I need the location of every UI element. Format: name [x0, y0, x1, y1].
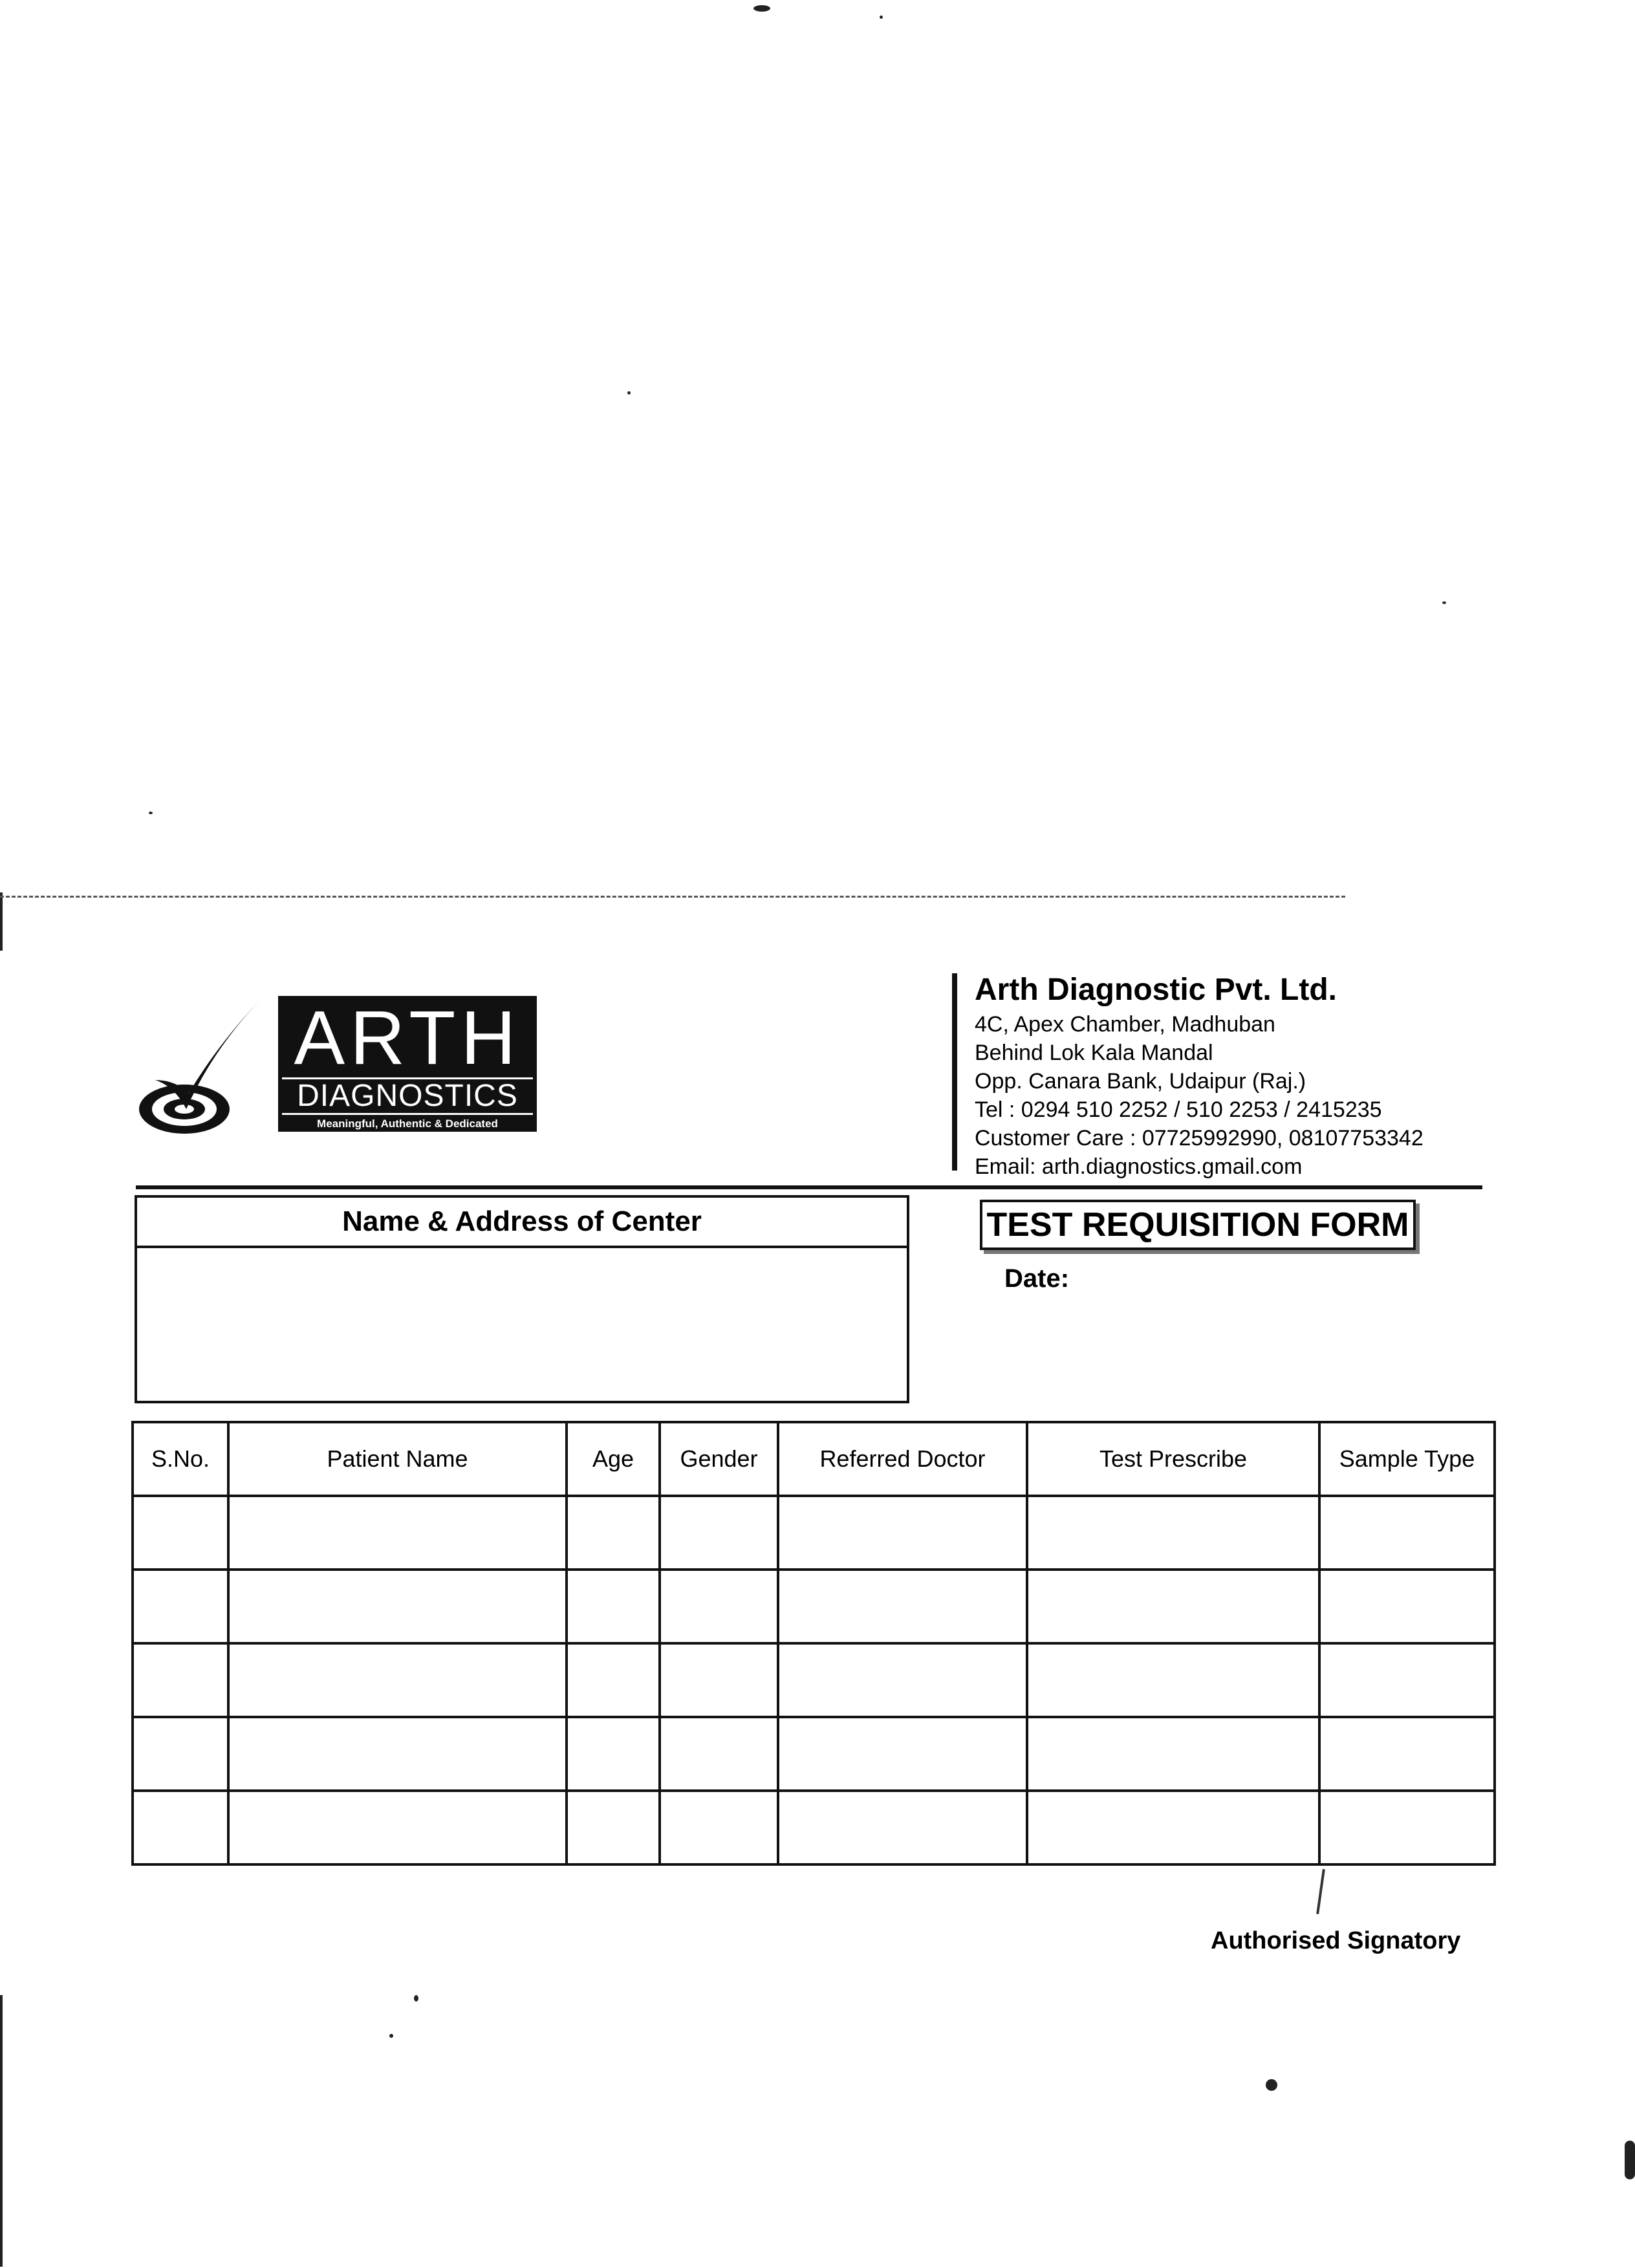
table-cell — [1319, 1643, 1495, 1717]
table-cell — [1319, 1496, 1495, 1570]
table-cell — [778, 1570, 1027, 1643]
table-cell — [778, 1496, 1027, 1570]
column-header-sno: S.No. — [133, 1422, 228, 1496]
signature-mark — [1316, 1869, 1325, 1914]
center-box-title: Name & Address of Center — [137, 1198, 907, 1248]
table-cell — [1027, 1791, 1319, 1864]
table-cell — [660, 1496, 778, 1570]
logo-sub-text: DIAGNOSTICS — [282, 1077, 533, 1115]
table-cell — [1027, 1717, 1319, 1791]
authorised-signatory: Authorised Signatory — [1211, 1927, 1461, 1954]
telephone: Tel : 0294 510 2252 / 510 2253 / 2415235 — [975, 1097, 1382, 1122]
table-cell — [228, 1643, 567, 1717]
logo-wordmark — [278, 996, 537, 1132]
company-logo — [136, 989, 550, 1138]
scan-edge — [0, 892, 3, 951]
column-header-gender: Gender — [660, 1422, 778, 1496]
requisition-table — [131, 1421, 1496, 1866]
table-cell — [778, 1643, 1027, 1717]
table-row — [133, 1717, 1495, 1791]
logo-tagline: Meaningful, Authentic & Dedicated — [317, 1118, 498, 1130]
table-row — [133, 1791, 1495, 1864]
table-row — [133, 1496, 1495, 1570]
scan-speck — [1625, 2141, 1635, 2179]
scan-speck — [389, 2034, 393, 2038]
table-cell — [1027, 1570, 1319, 1643]
date-label: Date: — [1004, 1264, 1070, 1293]
table-cell — [660, 1791, 778, 1864]
column-header-test-prescribe: Test Prescribe — [1027, 1422, 1319, 1496]
scan-edge — [0, 1995, 3, 2267]
table-cell — [133, 1570, 228, 1643]
customer-care: Customer Care : 07725992990, 08107753342 — [975, 1126, 1424, 1150]
table-cell — [133, 1496, 228, 1570]
table-row — [133, 1570, 1495, 1643]
table-cell — [660, 1717, 778, 1791]
table-cell — [133, 1791, 228, 1864]
table-cell — [1319, 1570, 1495, 1643]
table-header-row — [133, 1422, 1495, 1496]
table-cell — [133, 1717, 228, 1791]
company-divider — [952, 973, 957, 1171]
scan-speck — [414, 1995, 418, 2002]
address-line: Opp. Canara Bank, Udaipur (Raj.) — [975, 1069, 1306, 1094]
email: Email: arth.diagnostics.gmail.com — [975, 1154, 1303, 1179]
table-row — [133, 1643, 1495, 1717]
table-cell — [228, 1791, 567, 1864]
scan-speck — [149, 812, 153, 814]
scan-speck — [1442, 601, 1446, 604]
table-cell — [778, 1791, 1027, 1864]
column-header-referred-doctor: Referred Doctor — [778, 1422, 1027, 1496]
table-cell — [228, 1717, 567, 1791]
table-cell — [567, 1643, 660, 1717]
company-info — [975, 970, 1621, 1181]
scan-speck — [627, 391, 631, 394]
address-line: 4C, Apex Chamber, Madhuban — [975, 1012, 1275, 1037]
table-cell — [778, 1717, 1027, 1791]
table-cell — [228, 1496, 567, 1570]
table-cell — [1319, 1791, 1495, 1864]
company-name: Arth Diagnostic Pvt. Ltd. — [975, 973, 1337, 1007]
table-cell — [228, 1570, 567, 1643]
address-line: Behind Lok Kala Mandal — [975, 1041, 1213, 1065]
logo-main-text: ARTH — [294, 995, 521, 1081]
form-title: TEST REQUISITION FORM — [980, 1200, 1416, 1250]
column-header-patient-name: Patient Name — [228, 1422, 567, 1496]
table-cell — [1319, 1717, 1495, 1791]
scan-speck — [880, 16, 883, 19]
check-target-icon — [136, 989, 272, 1138]
center-address-box — [135, 1195, 909, 1403]
column-header-sample-type: Sample Type — [1319, 1422, 1495, 1496]
table-cell — [567, 1791, 660, 1864]
table-cell — [133, 1643, 228, 1717]
table-cell — [1027, 1643, 1319, 1717]
table-cell — [1027, 1496, 1319, 1570]
table-cell — [660, 1643, 778, 1717]
column-header-age: Age — [567, 1422, 660, 1496]
table-cell — [567, 1570, 660, 1643]
scan-speck — [753, 5, 770, 12]
table-cell — [660, 1570, 778, 1643]
fold-line — [0, 896, 1345, 898]
header-rule — [136, 1185, 1482, 1189]
scan-speck — [1266, 2079, 1277, 2091]
table-cell — [567, 1717, 660, 1791]
table-cell — [567, 1496, 660, 1570]
